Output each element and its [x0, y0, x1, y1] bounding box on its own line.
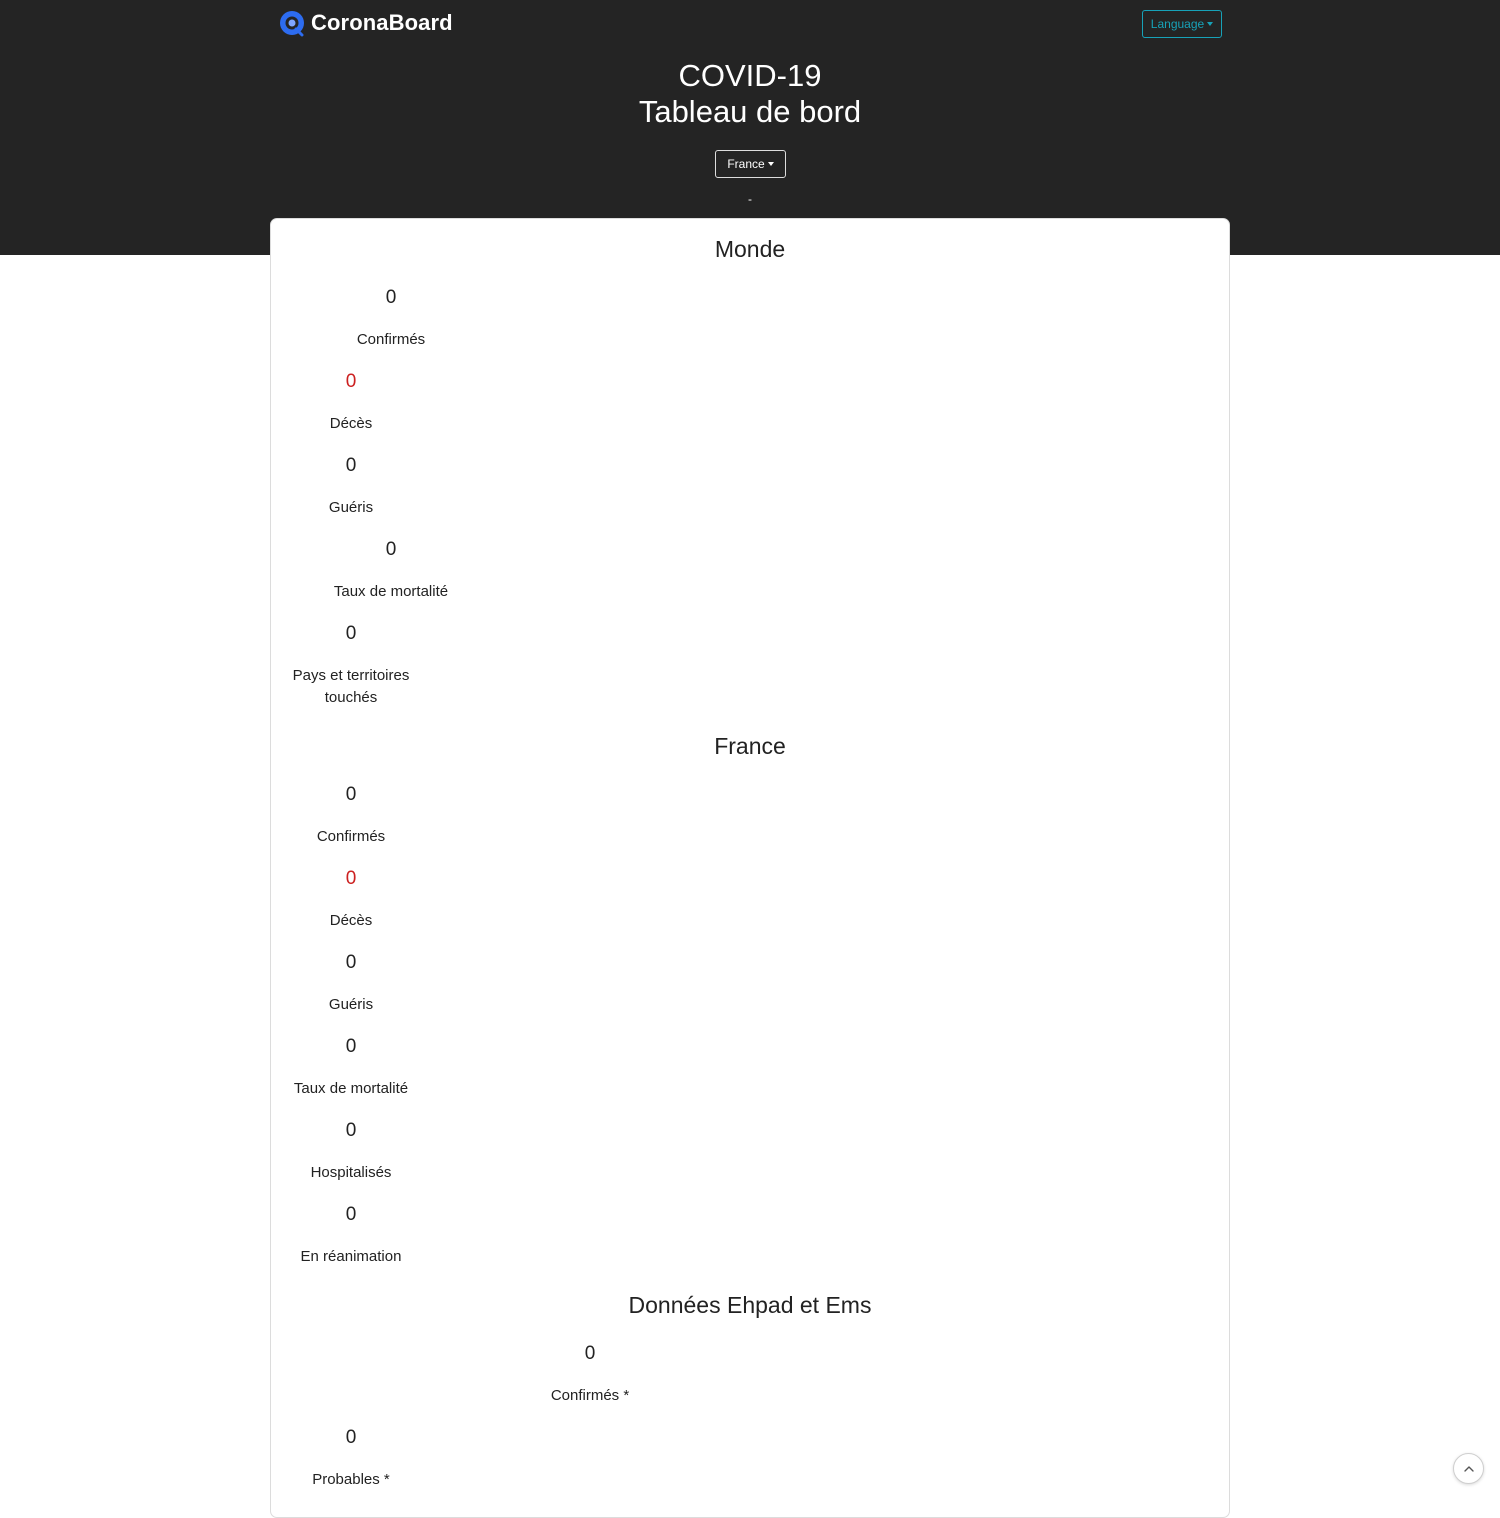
section-title-country: France [714, 733, 786, 759]
country-icu-value: 0 [345, 1204, 357, 1225]
country-deaths-value: 0 [345, 868, 357, 889]
chevron-down-icon [768, 162, 774, 166]
world-deaths-value: 0 [345, 371, 357, 392]
ehpad-confirmed-value: 0 [584, 1343, 596, 1364]
brand-link[interactable] [278, 8, 453, 38]
page-title [0, 58, 1500, 130]
page-title-line2: Tableau de bord [638, 94, 862, 129]
ehpad-probable-label: Probables * [312, 1471, 390, 1488]
country-mortality-label: Taux de mortalité [293, 1080, 409, 1097]
ehpad-confirmed-label: Confirmés * [550, 1387, 630, 1404]
world-countries-value: 0 [345, 623, 357, 644]
country-hospitalized-value: 0 [345, 1120, 357, 1141]
country-dropdown-button[interactable] [715, 150, 786, 178]
country-deaths-label: Décès [329, 912, 373, 929]
section-title-ehpad: Données Ehpad et Ems [628, 1292, 872, 1318]
world-confirmed-value: 0 [385, 287, 397, 308]
country-mortality-value: 0 [345, 1036, 357, 1057]
country-confirmed-value: 0 [345, 784, 357, 805]
country-hospitalized-label: Hospitalisés [310, 1164, 392, 1181]
language-dropdown-button[interactable] [1142, 10, 1222, 38]
country-icu-label: En réanimation [300, 1248, 402, 1265]
header-hero [0, 0, 1500, 255]
country-confirmed-label: Confirmés [316, 828, 386, 845]
section-title-world: Monde [714, 236, 786, 262]
brand-name: CoronaBoard [311, 10, 453, 35]
world-mortality-value: 0 [385, 539, 397, 560]
country-recovered-label: Guéris [328, 996, 374, 1013]
world-recovered-label: Guéris [328, 499, 374, 516]
stats-card [270, 218, 1230, 1518]
world-mortality-label: Taux de mortalité [333, 583, 449, 600]
country-recovered-value: 0 [345, 952, 357, 973]
world-deaths-label: Décès [329, 415, 373, 432]
world-countries-label: Pays et territoires touchés [292, 667, 410, 706]
country-label: France [727, 157, 765, 171]
last-updated-text: - [748, 192, 752, 206]
language-label: Language [1150, 17, 1205, 31]
page-title-line1: COVID-19 [678, 58, 822, 93]
chevron-up-icon [1463, 1463, 1475, 1475]
coronaboard-logo-icon [278, 9, 306, 37]
world-recovered-value: 0 [345, 455, 357, 476]
chevron-down-icon [1207, 22, 1213, 26]
world-confirmed-label: Confirmés [356, 331, 426, 348]
scroll-to-top-button[interactable] [1453, 1453, 1484, 1484]
ehpad-probable-value: 0 [345, 1427, 357, 1448]
